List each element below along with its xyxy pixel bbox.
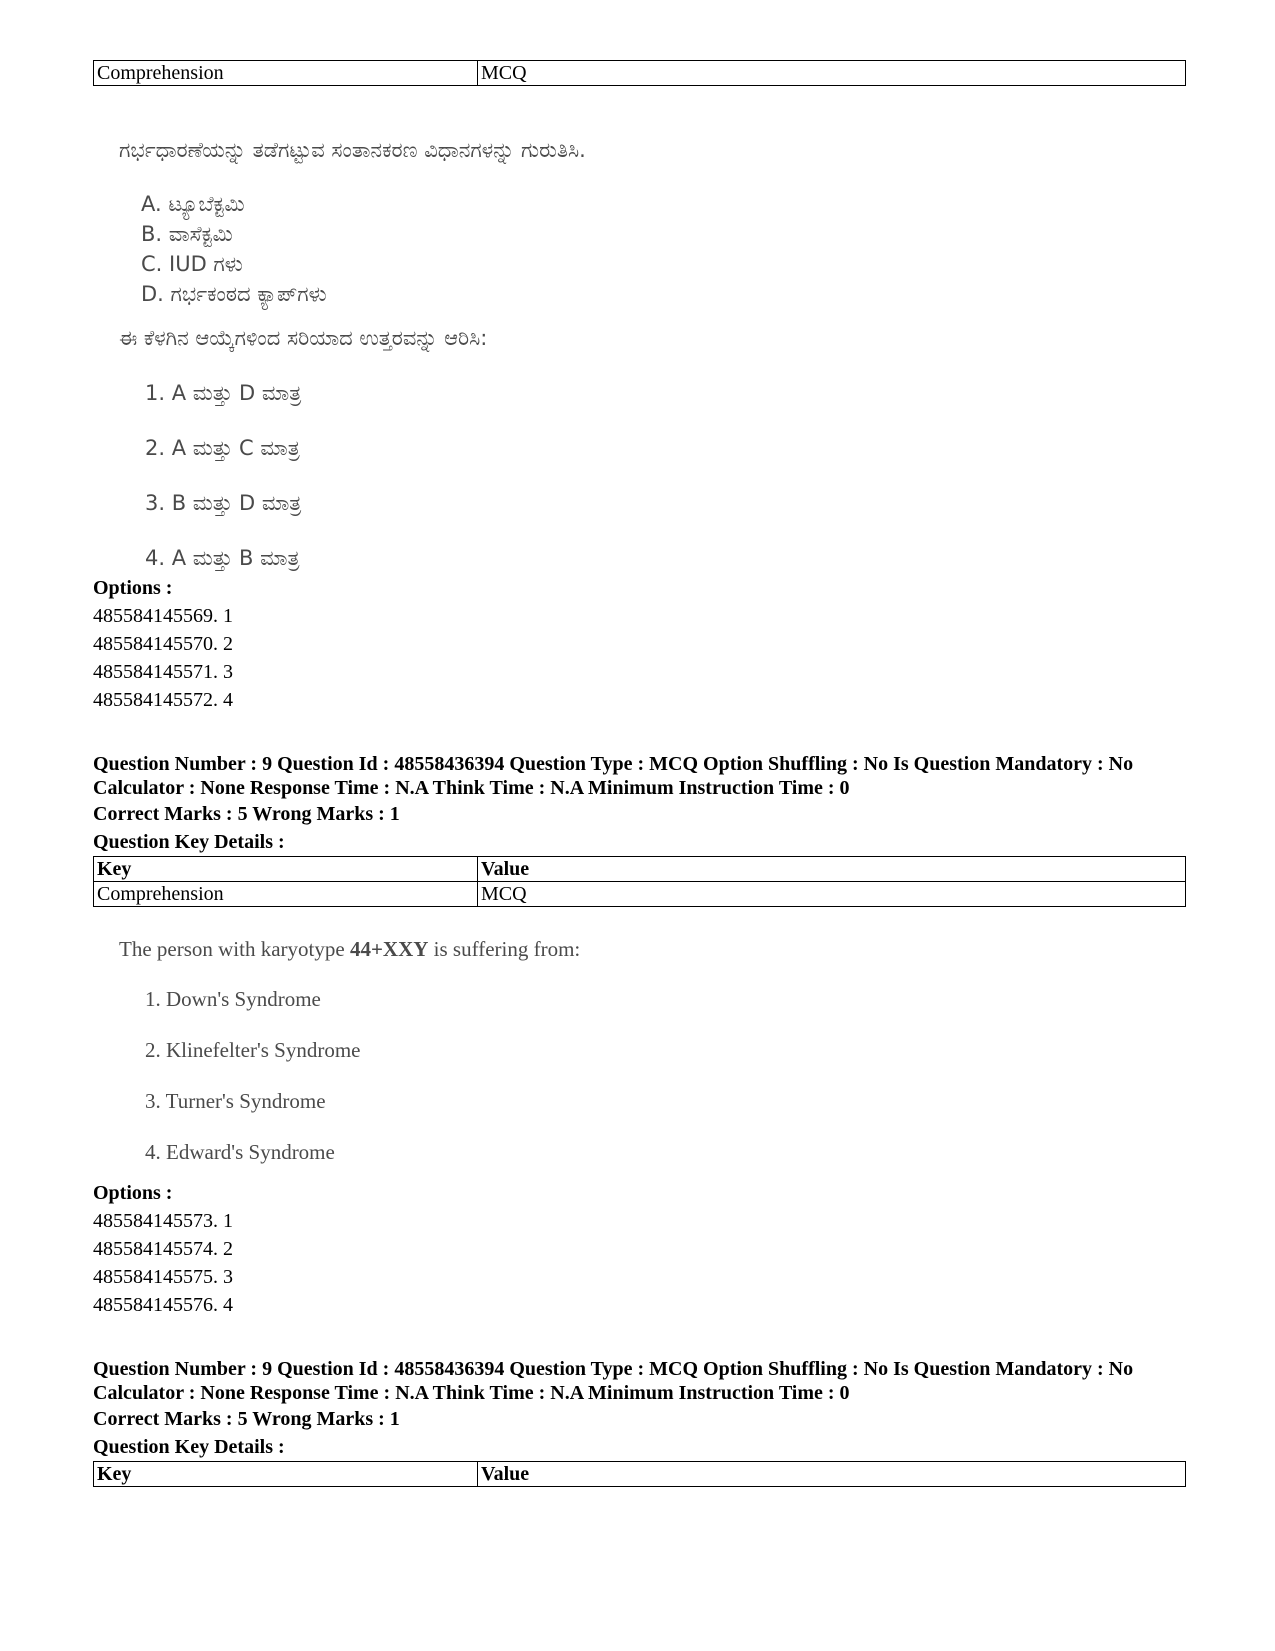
- choice-item: 3. Turner's Syndrome: [145, 1089, 326, 1113]
- question-image-kannada: [119, 86, 1186, 574]
- option-line: 485584145574. 2: [93, 1238, 233, 1260]
- question-key-table: [93, 1461, 1186, 1487]
- question-image-english: [119, 907, 1186, 1179]
- statement-item: A. ಟ್ಯೂಬೆಕ್ಟಮಿ: [141, 192, 245, 216]
- option-line: 485584145571. 3: [93, 661, 233, 683]
- key-header: Key: [94, 857, 478, 882]
- key-details-heading: Question Key Details :: [93, 831, 285, 853]
- option-line: 485584145573. 1: [93, 1210, 233, 1232]
- options-heading: Options :: [93, 1182, 173, 1204]
- question-stem: ಗರ್ಭಧಾರಣೆಯನ್ನು ತಡೆಗಟ್ಟುವ ಸಂತಾನಕರಣ ವಿಧಾನಗಳನ್ನು ಗುರುತಿಸಿ.: [119, 138, 586, 162]
- key-cell: Comprehension: [94, 882, 478, 907]
- value-cell: MCQ: [478, 61, 1186, 86]
- instruction-text: ಈ ಕೆಳಗಿನ ಆಯ್ಕೆಗಳಿಂದ ಸರಿಯಾದ ಉತ್ತರವನ್ನು ಆರಿಸಿ:: [119, 326, 488, 350]
- value-cell: MCQ: [478, 882, 1186, 907]
- table-row: [94, 61, 1186, 86]
- table-row: [94, 882, 1186, 907]
- table-header-row: [94, 857, 1186, 882]
- question-meta-line: Calculator : None Response Time : N.A Think Time : N.A Minimum Instruction Time : 0: [93, 1382, 850, 1404]
- choice-item: 1. A ಮತ್ತು D ಮಾತ್ರ: [145, 381, 302, 405]
- karyotype: 44+XXY: [349, 937, 429, 961]
- value-header: Value: [478, 1462, 1186, 1487]
- choice-item: 2. Klinefelter's Syndrome: [145, 1038, 361, 1062]
- option-line: 485584145575. 3: [93, 1266, 233, 1288]
- question-meta-line: Question Number : 9 Question Id : 48558436394 Question Type : MCQ Option Shuffling : No Is Question Mandatory : No: [93, 753, 1134, 775]
- page-content: [93, 60, 1186, 1487]
- choice-item: 2. A ಮತ್ತು C ಮಾತ್ರ: [145, 436, 300, 460]
- question-meta-line: Calculator : None Response Time : N.A Think Time : N.A Minimum Instruction Time : 0: [93, 777, 850, 799]
- marks-line: Correct Marks : 5 Wrong Marks : 1: [93, 803, 400, 825]
- question-key-table: [93, 60, 1186, 86]
- choice-item: 4. Edward's Syndrome: [145, 1140, 335, 1164]
- statement-item: B. ವಾಸೆಕ್ಟಮಿ: [141, 222, 233, 246]
- stem-suffix: is suffering from:: [428, 937, 581, 961]
- choice-item: 4. A ಮತ್ತು B ಮಾತ್ರ: [145, 546, 300, 570]
- value-header: Value: [478, 857, 1186, 882]
- key-cell: Comprehension: [94, 61, 478, 86]
- table-header-row: [94, 1462, 1186, 1487]
- choice-item: 1. Down's Syndrome: [145, 987, 321, 1011]
- stem-prefix: The person with karyotype: [119, 937, 350, 961]
- marks-line: Correct Marks : 5 Wrong Marks : 1: [93, 1408, 400, 1430]
- option-line: 485584145570. 2: [93, 633, 233, 655]
- question-key-table: [93, 856, 1186, 907]
- statement-item: C. IUD ಗಳು: [141, 252, 243, 276]
- question-stem: [119, 937, 580, 962]
- question-meta-line: Question Number : 9 Question Id : 48558436394 Question Type : MCQ Option Shuffling : No Is Question Mandatory : No: [93, 1358, 1134, 1380]
- key-header: Key: [94, 1462, 478, 1487]
- option-line: 485584145569. 1: [93, 605, 233, 627]
- statement-item: D. ಗರ್ಭಕಂಠದ ಕ್ಯಾಪ್‌ಗಳು: [141, 282, 327, 306]
- option-line: 485584145576. 4: [93, 1294, 233, 1316]
- option-line: 485584145572. 4: [93, 689, 233, 711]
- choice-item: 3. B ಮತ್ತು D ಮಾತ್ರ: [145, 491, 302, 515]
- key-details-heading: Question Key Details :: [93, 1436, 285, 1458]
- options-heading: Options :: [93, 577, 173, 599]
